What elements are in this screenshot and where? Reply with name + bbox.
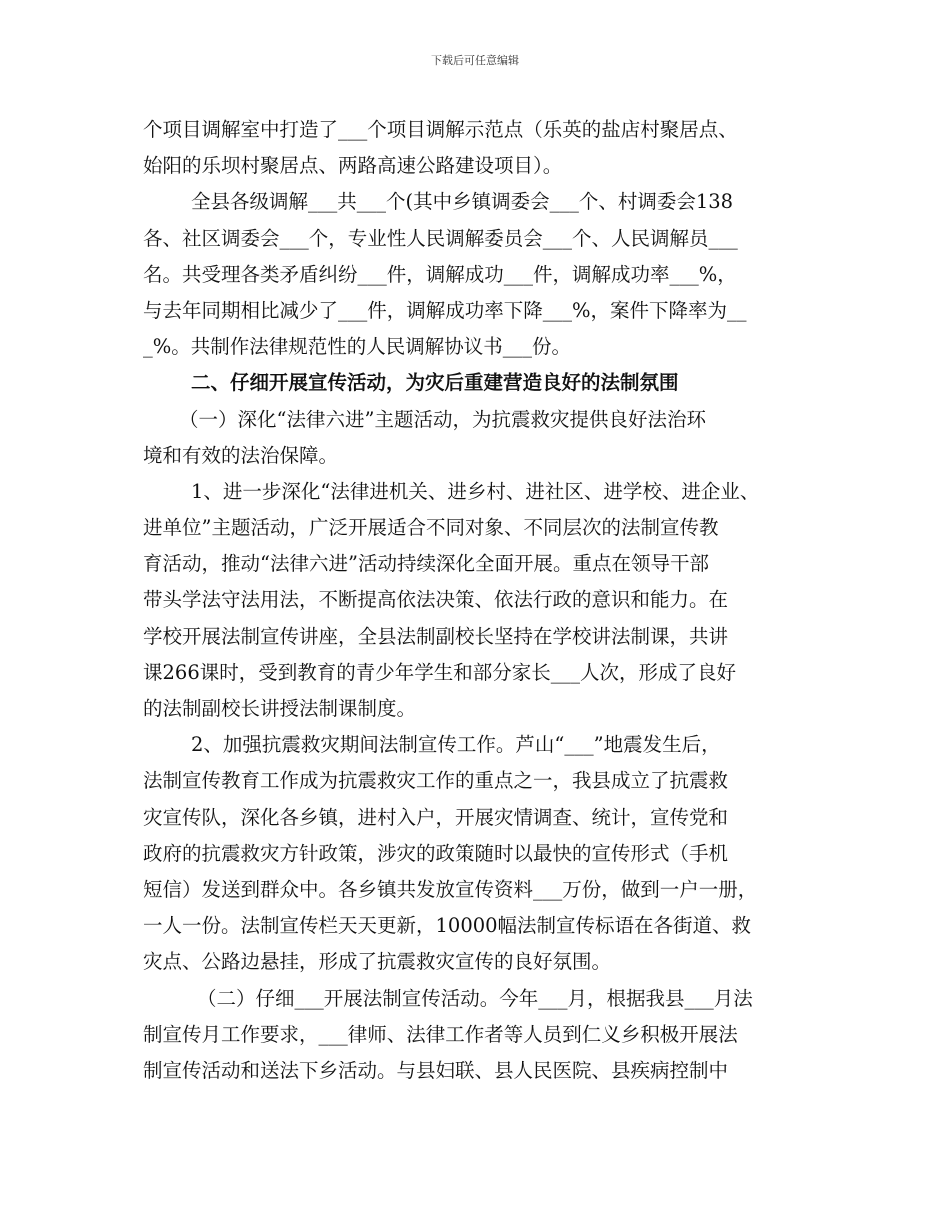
text-line: 各、社区调委会___个，专业性人民调解委员会___个、人民调解员___ [143, 226, 738, 250]
document-body [143, 112, 813, 1089]
text-line: 学校开展法制宣传讲座，全县法制副校长坚持在学校讲法制课，共讲 [143, 624, 729, 648]
text-line: 育活动，推动“法律六进”活动持续深化全面开展。重点在领导干部 [143, 552, 709, 576]
subsection-heading: （一）深化“法律六进”主题活动，为抗震救灾提供良好法治环 [179, 407, 706, 431]
text-line: 制宣传月工作要求，___律师、法律工作者等人员到仁义乡积极开展法 [143, 1022, 738, 1046]
subsection-heading: （二）仔细___开展法制宣传活动。今年___月，根据我县___月法 [197, 986, 753, 1010]
text-line: 课266课时，受到教育的青少年学生和部分家长___人次，形成了良好 [143, 660, 736, 684]
text-line: 始阳的乐坝村聚居点、两路高速公路建设项目）。 [143, 154, 563, 178]
section-heading: 二、仔细开展宣传活动，为灾后重建营造良好的法制氛围 [191, 371, 679, 395]
text-line: 一人一份。法制宣传栏天天更新，10000幅法制宣传标语在各街道、救 [143, 914, 752, 938]
text-line: 进单位”主题活动，广泛开展适合不同对象、不同层次的法制宣传教 [143, 516, 719, 540]
paragraph-start: 1、进一步深化“法律进机关、进乡村、进社区、进学校、进企业、 [191, 479, 760, 503]
text-line: 法制宣传教育工作成为抗震救灾工作的重点之一，我县成立了抗震救 [143, 769, 729, 793]
text-line: 的法制副校长讲授法制课制度。 [143, 697, 417, 720]
text-line: 带头学法守法用法，不断提高依法决策、依法行政的意识和能力。在 [143, 588, 729, 612]
page-header: 下载后可任意编辑 [431, 54, 519, 67]
text-line: 灾点、公路边悬挂，形成了抗震救灾宣传的良好氛围。 [143, 950, 612, 974]
text-line: 名。共受理各类矛盾纠纷___件，调解成功___件，调解成功率___%， [143, 262, 737, 286]
text-line: 制宣传活动和送法下乡活动。与县妇联、县人民医院、县疾病控制中 [143, 1058, 729, 1082]
text-line: 个项目调解室中打造了___个项目调解示范点（乐英的盐店村聚居点、 [143, 118, 738, 141]
paragraph-start: 全县各级调解___共___个(其中乡镇调委会___个、村调委会138 [191, 190, 734, 214]
text-line: 短信）发送到群众中。各乡镇共发放宣传资料___万份，做到一户一册， [143, 877, 758, 901]
text-line: 政府的抗震救灾方针政策，涉灾的政策随时以最快的宣传形式（手机 [143, 841, 729, 865]
text-line: 灾宣传队，深化各乡镇，进村入户，开展灾情调查、统计，宣传党和 [143, 805, 729, 829]
text-line: 与去年同期相比减少了___件，调解成功率下降___%，案件下降率为__ [143, 298, 747, 322]
text-line: _%。共制作法律规范性的人民调解协议书___份。 [143, 335, 572, 359]
text-line: 境和有效的法治保障。 [143, 443, 339, 467]
paragraph-start: 2、加强抗震救灾期间法制宣传工作。芦山“___”地震发生后， [191, 733, 721, 757]
